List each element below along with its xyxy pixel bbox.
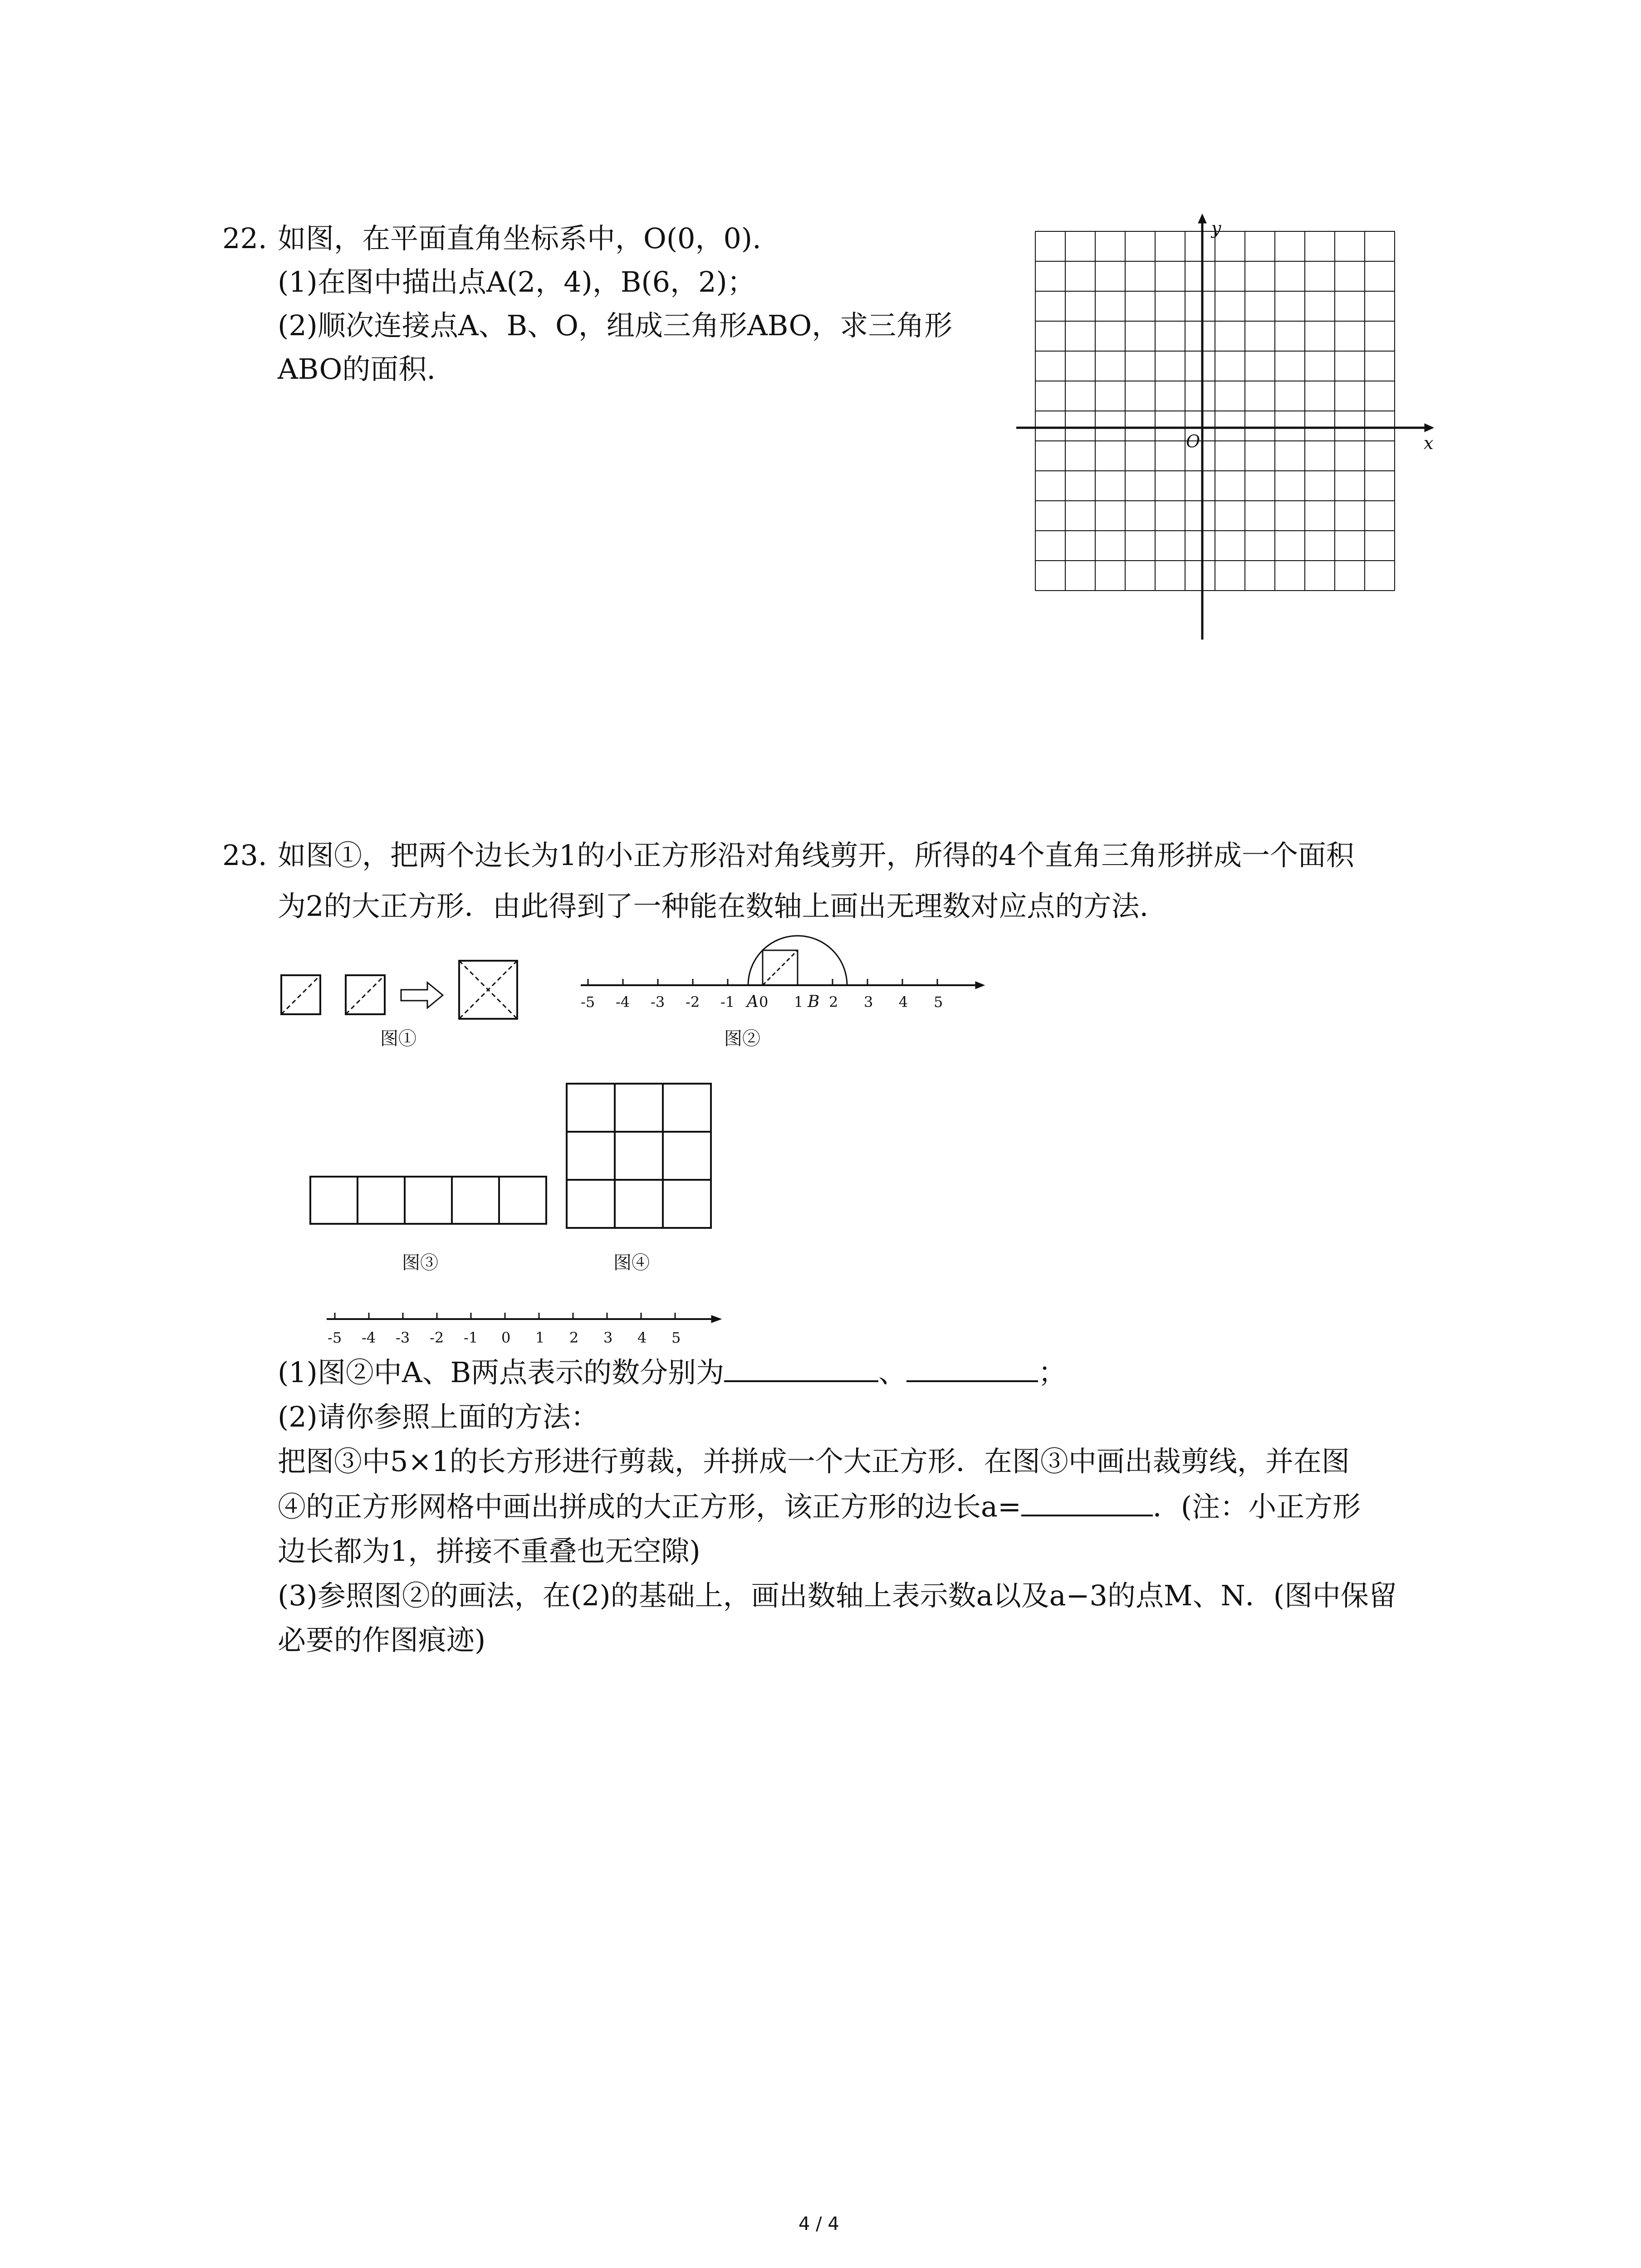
fig3-cell <box>499 1177 546 1224</box>
fig4-cell <box>615 1132 663 1180</box>
fig2-tick-label: 3 <box>864 993 873 1011</box>
fig2-tick-label: 2 <box>829 993 838 1011</box>
q23-part2-title: (2)请你参照上面的方法： <box>278 1400 599 1433</box>
fig3-cell <box>358 1177 405 1224</box>
q22-y-axis-arrow <box>1198 214 1206 223</box>
fig3-cell <box>310 1177 358 1224</box>
fig3-cell <box>452 1177 499 1224</box>
fig4-cell <box>663 1132 711 1180</box>
q23-part2-line2 <box>278 1485 1361 1529</box>
q22-part1: (1)在图中描出点A(2，4)，B(6，2)； <box>278 265 755 298</box>
fig4-cell <box>567 1180 615 1228</box>
fig4-cell <box>567 1132 615 1180</box>
q23-intro-line1: 如图①，把两个边长为1的小正方形沿对角线剪开，所得的4个直角三角形拼成一个面积 <box>278 839 1354 872</box>
fig4-cell <box>615 1180 663 1228</box>
answer-blank-a[interactable] <box>724 1353 878 1382</box>
q23-intro-line2: 为2的大正方形．由此得到了一种能在数轴上画出无理数对应点的方法. <box>278 890 1149 923</box>
fig4-caption: 图④ <box>613 1252 650 1273</box>
fig2-point-b: B <box>808 992 820 1011</box>
fig4-cell <box>567 1084 615 1132</box>
axis-tick-label: -1 <box>464 1329 478 1346</box>
q23-part1-prefix: (1)图②中A、B两点表示的数分别为 <box>278 1356 725 1389</box>
fig1-arrow <box>401 982 443 1008</box>
q22-x-axis-arrow <box>1425 424 1434 432</box>
fig2-tick-label: -3 <box>651 993 665 1011</box>
fig2-tick-label: -4 <box>616 993 630 1011</box>
q22-coordinate-grid <box>1016 213 1438 640</box>
q23-part2-line2-suffix: ．(注：小正方形 <box>1152 1490 1361 1523</box>
q22-part2-line1: (2)顺次连接点A、B、O，组成三角形ABO，求三角形 <box>278 309 953 342</box>
fig2-axis-arrow <box>975 982 985 989</box>
q22-number: 22. <box>222 222 267 255</box>
fig3-caption: 图③ <box>402 1252 438 1273</box>
q23-part1-end: ； <box>1038 1356 1067 1389</box>
fig2-caption: 图② <box>724 1028 760 1049</box>
fig2-diagonal <box>763 950 798 985</box>
axis-tick-label: 3 <box>603 1329 613 1346</box>
axis-tick-label: -4 <box>362 1329 376 1346</box>
fig2-tick-label: 1 <box>794 993 803 1011</box>
fig1-diagonal-left <box>281 975 320 1014</box>
axis-tick-label: 0 <box>501 1329 511 1346</box>
fig1-diagonal-right <box>346 975 385 1014</box>
axis-tick-label: 4 <box>637 1329 647 1346</box>
fig2-point-a: A <box>747 992 759 1011</box>
fig3-cell <box>405 1177 452 1224</box>
q23-part3-line1: (3)参照图②的画法，在(2)的基础上，画出数轴上表示数a以及a−3的点M、N．(图中保留 <box>278 1579 1397 1612</box>
fig4-cell <box>615 1084 663 1132</box>
fig1-caption: 图① <box>380 1028 416 1049</box>
q22-y-label: y <box>1211 218 1221 238</box>
q23-part2-line2-prefix: ④的正方形网格中画出拼成的大正方形，该正方形的边长a= <box>278 1490 1021 1523</box>
q23-part2-line3: 边长都为1，拼接不重叠也无空隙) <box>278 1535 700 1568</box>
q22-origin-label: O <box>1186 431 1200 451</box>
fig2-tick-label: 4 <box>899 993 908 1011</box>
figure-3 <box>309 1175 554 1229</box>
figure-1 <box>278 957 532 1025</box>
fig2-tick-label: -1 <box>720 993 735 1011</box>
page-number: 4 / 4 <box>798 2214 839 2234</box>
fig4-cell <box>663 1084 711 1132</box>
answer-blank-b[interactable] <box>906 1353 1038 1382</box>
answer-number-line <box>327 1306 726 1356</box>
q23-part1-sep: 、 <box>878 1356 907 1389</box>
figure-2 <box>581 934 989 1025</box>
answer-blank-side-length[interactable] <box>1021 1487 1153 1516</box>
axis-tick-label: 1 <box>535 1329 545 1346</box>
fig2-tick-label: -2 <box>686 993 700 1011</box>
q22-x-label: x <box>1424 433 1434 453</box>
axis-tick-label: -2 <box>430 1329 444 1346</box>
figure-4 <box>565 1082 715 1232</box>
q22-part2-line2: ABO的面积. <box>278 352 436 386</box>
q23-number: 23. <box>222 839 267 872</box>
axis-tick-label: -5 <box>328 1329 342 1346</box>
answer-axis-arrow <box>711 1315 721 1323</box>
q23-part2-line1: 把图③中5×1的长方形进行剪裁，并拼成一个大正方形．在图③中画出裁剪线，并在图 <box>278 1445 1350 1478</box>
axis-tick-label: 2 <box>569 1329 579 1346</box>
q23-part3-line2: 必要的作图痕迹) <box>278 1623 486 1657</box>
axis-tick-label: 5 <box>671 1329 681 1346</box>
q22-intro: 如图，在平面直角坐标系中，O(0，0). <box>278 222 761 255</box>
fig2-tick-label: 0 <box>759 993 769 1011</box>
fig4-cell <box>663 1180 711 1228</box>
q23-part1 <box>278 1351 1066 1394</box>
axis-tick-label: -3 <box>396 1329 410 1346</box>
fig2-tick-label: -5 <box>581 993 595 1011</box>
fig2-tick-label: 5 <box>934 993 943 1011</box>
